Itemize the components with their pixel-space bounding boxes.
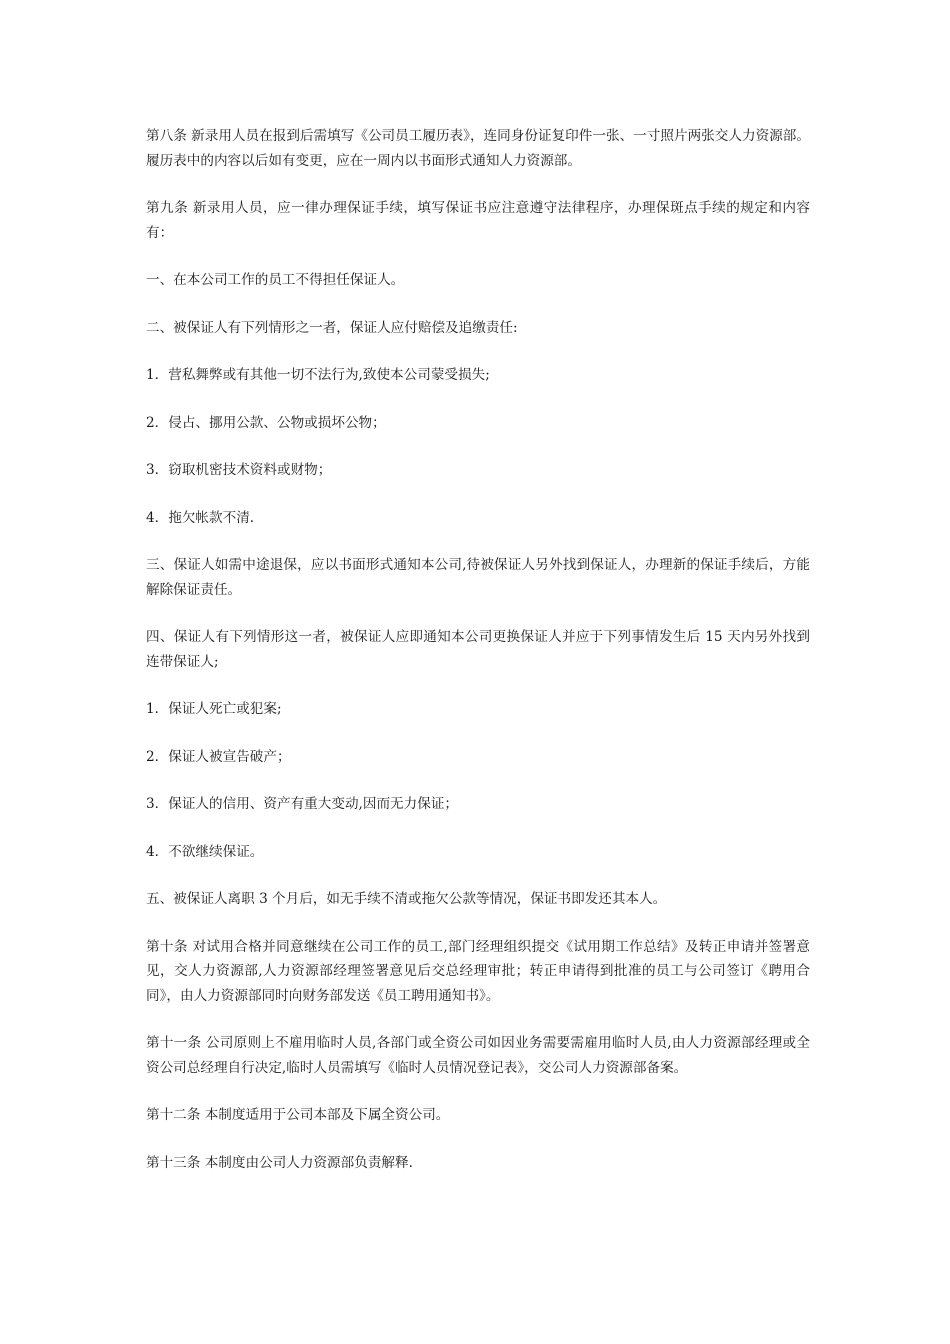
article-8: 第八条 新录用人员在报到后需填写《公司员工履历表》，连同身份证复印件一张、一寸照片两张交人力资源部。履历表中的内容以后如有变更，应在一周内以书面形式通知人力资源部。: [146, 128, 810, 169]
article-10: 第十条 对试用合格并同意继续在公司工作的员工,部门经理组织提交《试用期工作总结》及转正申请并签署意见，交人力资源部,人力资源部经理签署意见后交总经理审批；转正申请得到批准的员工与公司签订《聘用合同》，由人力资源部同时向财务部发送《员工聘用通知书》。: [146, 938, 810, 1004]
document-body: [146, 124, 810, 1198]
clause-4: 四、保证人有下列情形这一者，被保证人应即通知本公司更换保证人并应于下列事情发生后 15 天内另外找到连带保证人;: [146, 629, 810, 670]
clause-2-item-2: 2．侵占、挪用公款、公物或损坏公物；: [146, 414, 386, 431]
clause-4-item-3: 3．保证人的信用、资产有重大变动,因而无力保证；: [146, 796, 459, 812]
article-9: 第九条 新录用人员，应一律办理保证手续，填写保证书应注意遵守法律程序，办理保斑点手续的规定和内容有：: [146, 200, 810, 241]
article-12: 第十二条 本制度适用于公司本部及下属全资公司。: [146, 1107, 450, 1123]
clause-2-item-3: 3．窃取机密技术资料或财物；: [146, 462, 332, 478]
clause-2: 二、被保证人有下列情形之一者，保证人应付赔偿及追缴责任:: [146, 319, 518, 336]
clause-2-item-4: 4．拖欠帐款不清.: [146, 509, 255, 526]
article-13: 第十三条 本制度由公司人力资源部负责解释.: [146, 1154, 413, 1171]
clause-2-item-1: 1．营私舞弊或有其他一切不法行为,致使本公司蒙受损失;: [146, 367, 490, 383]
clause-3: 三、保证人如需中途退保，应以书面形式通知本公司,待被保证人另外找到保证人，办理新的保证手续后，方能解除保证责任。: [146, 557, 810, 598]
clause-4-item-2: 2．保证人被宣告破产；: [146, 748, 291, 765]
clause-1: 一、在本公司工作的员工不得担任保证人。: [146, 272, 405, 288]
clause-5: 五、被保证人离职 3 个月后，如无手续不清或拖欠公款等情况，保证书即发还其本人。: [146, 891, 667, 907]
clause-4-item-1: 1．保证人死亡或犯案;: [146, 701, 282, 717]
article-11: 第十一条 公司原则上不雇用临时人员,各部门或全资公司如因业务需要需雇用临时人员,由人力资源部经理或全资公司总经理自行决定,临时人员需填写《临时人员情况登记表》，交公司人力资源部备案。: [146, 1035, 810, 1076]
clause-4-item-4: 4．不欲继续保证。: [146, 843, 264, 860]
